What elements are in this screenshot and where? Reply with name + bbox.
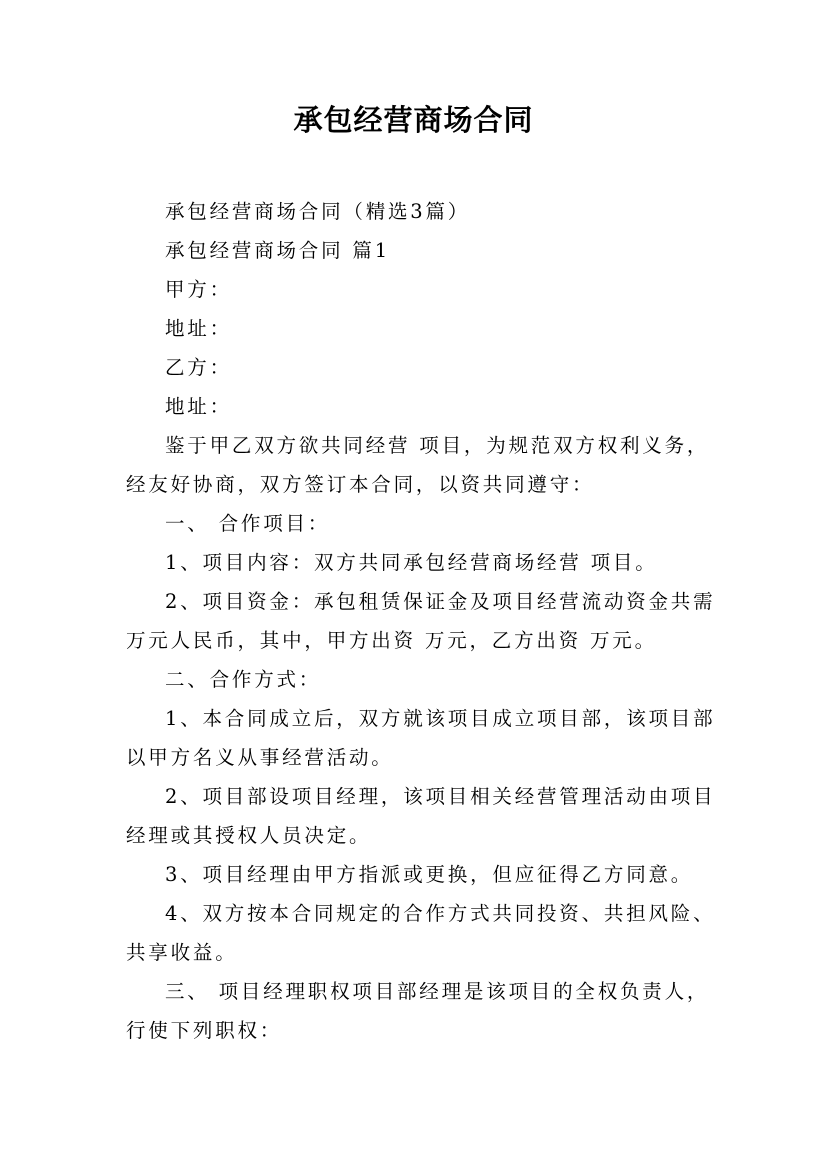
- paragraph-preamble: 鉴于甲乙双方欲共同经营 项目，为规范双方权利义务，经友好协商，双方签订本合同，以资共同遵守：: [126, 434, 710, 496]
- paragraph-clause-2-3: 3、项目经理由甲方指派或更换，但应征得乙方同意。: [165, 863, 694, 886]
- paragraph-clause-2-4: 4、双方按本合同规定的合作方式共同投资、共担风险、共享收益。: [126, 902, 716, 964]
- document-body: [126, 192, 726, 1050]
- paragraph-clause-1-1: 1、项目内容：双方共同承包经营商场经营 项目。: [165, 551, 658, 574]
- paragraph-section-1-heading: 一、 合作项目：: [165, 512, 331, 535]
- paragraph-collection-title: 承包经营商场合同（精选3篇）: [165, 200, 471, 223]
- paragraph-address-a: 地址：: [165, 317, 232, 340]
- paragraph-clause-2-2: 2、项目部设项目经理，该项目相关经营管理活动由项目经理或其授权人员决定。: [126, 785, 716, 847]
- paragraph-contract-heading: 承包经营商场合同 篇1: [165, 239, 390, 262]
- paragraph-party-a: 甲方：: [165, 278, 232, 301]
- paragraph-clause-2-1: 1、本合同成立后，双方就该项目成立项目部，该项目部以甲方名义从事经营活动。: [126, 707, 716, 769]
- paragraph-section-3-heading: 三、 项目经理职权项目部经理是该项目的全权负责人，行使下列职权：: [126, 980, 710, 1042]
- document-title: 承包经营商场合同: [293, 103, 534, 137]
- paragraph-section-2-heading: 二、合作方式：: [165, 668, 322, 691]
- paragraph-party-b: 乙方：: [165, 356, 232, 379]
- paragraph-address-b: 地址：: [165, 395, 232, 418]
- paragraph-clause-1-2: 2、项目资金：承包租赁保证金及项目经营流动资金共需 万元人民币，其中，甲方出资 万元，乙方出资 万元。: [126, 590, 716, 652]
